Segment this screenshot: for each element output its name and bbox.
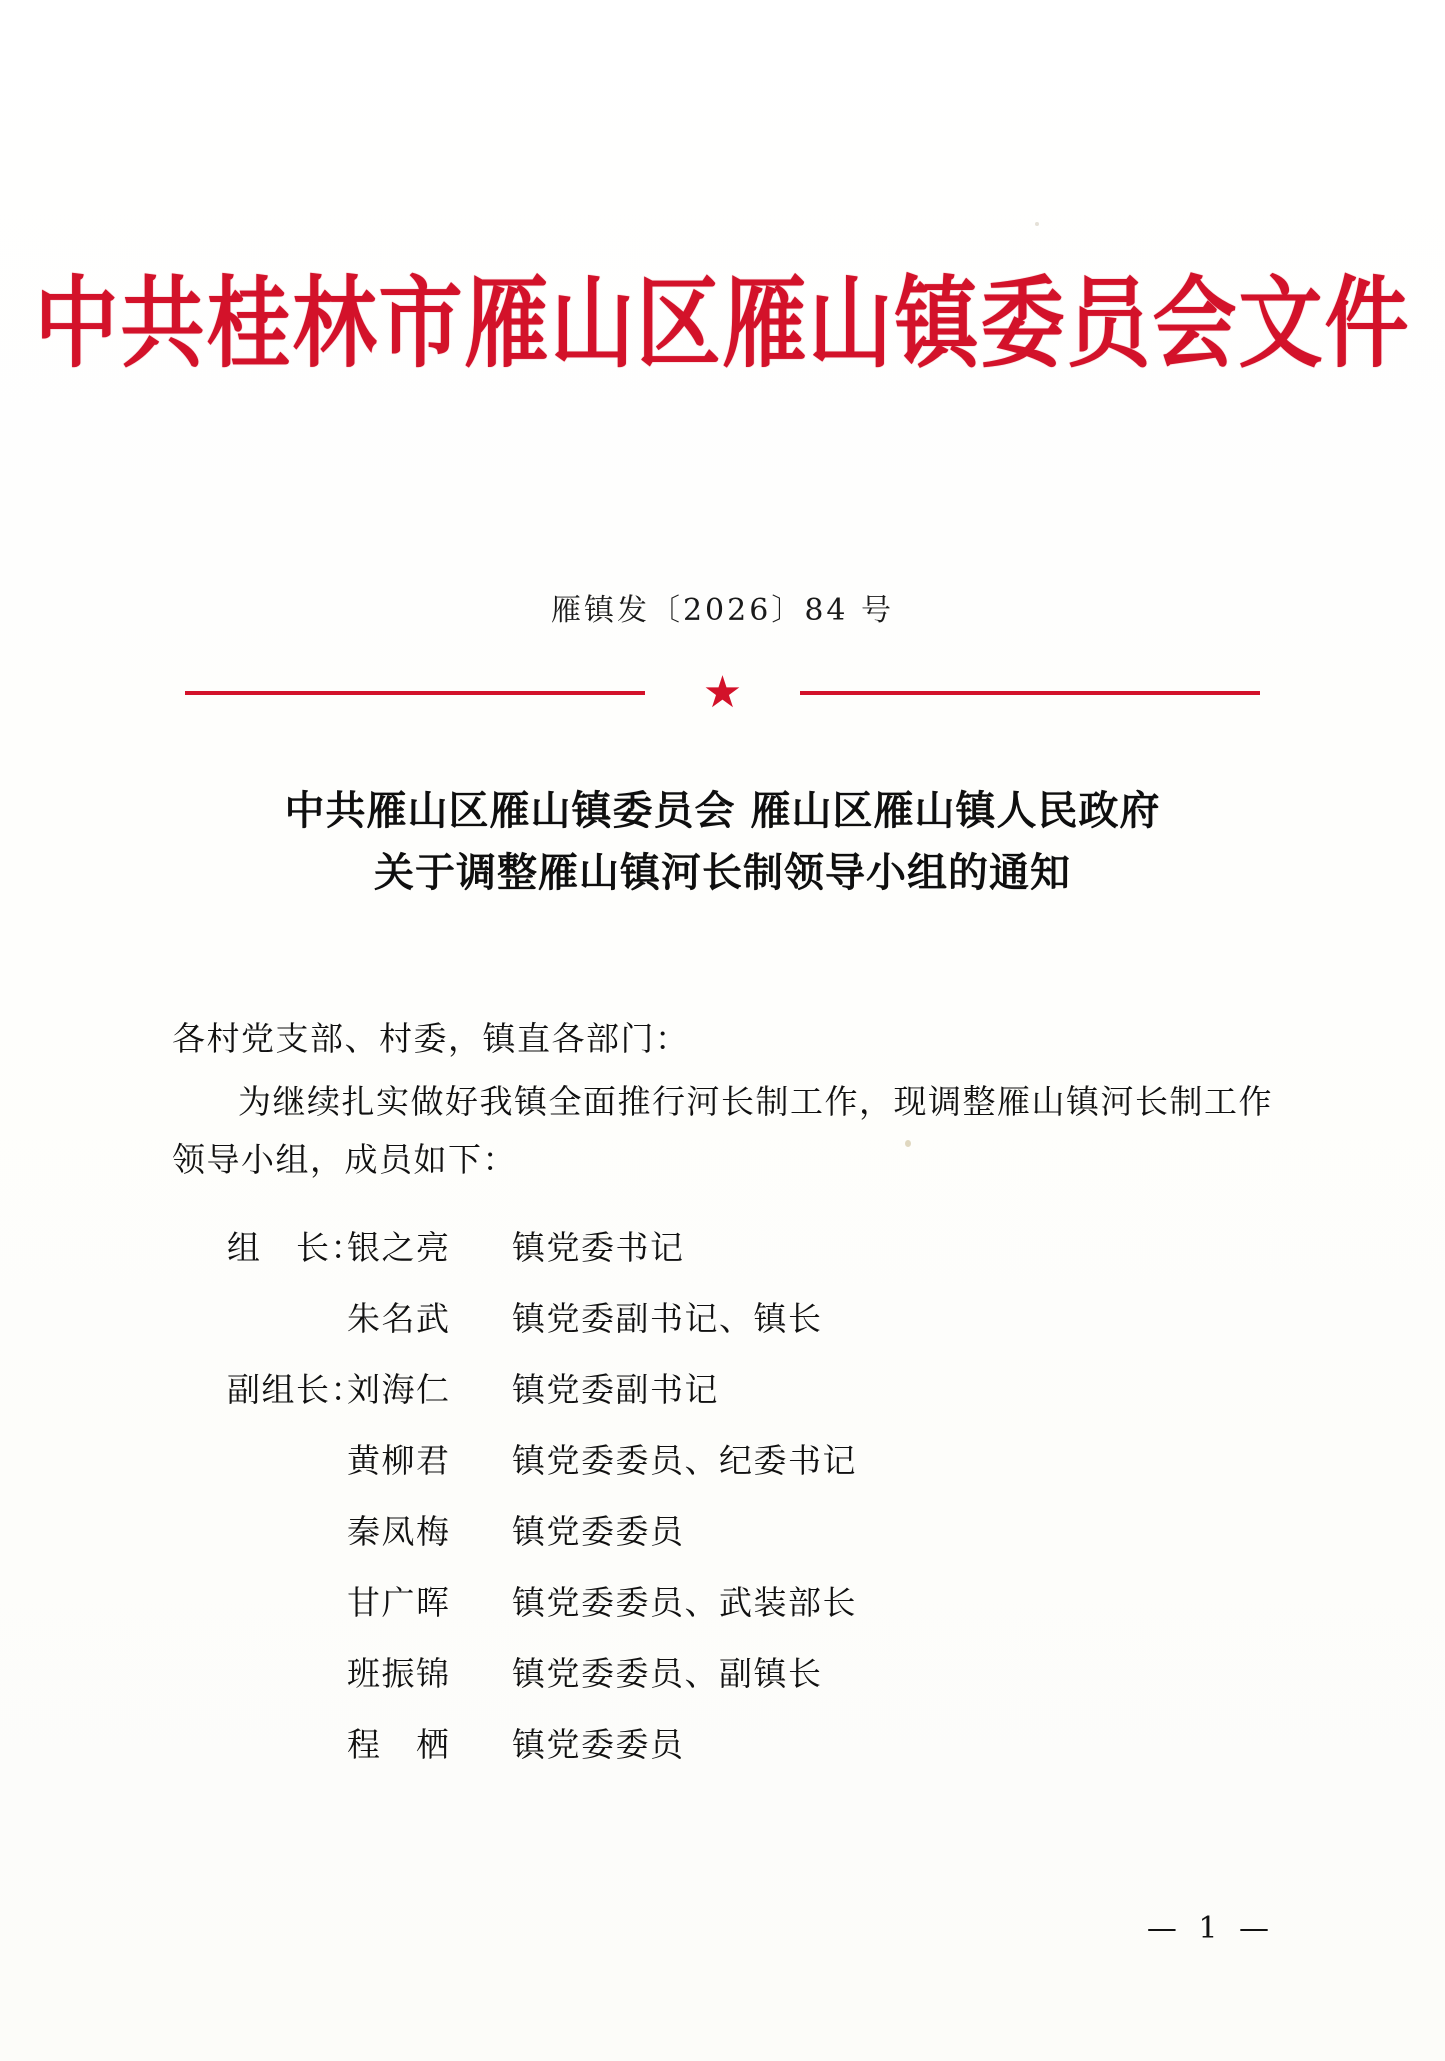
member-name: 程 栖 <box>347 1725 451 1764</box>
list-item <box>172 1435 1297 1506</box>
divider-line-left <box>185 691 645 695</box>
member-post: 镇党委委员 <box>512 1725 685 1764</box>
member-post: 镇党委委员、副镇长 <box>512 1654 823 1693</box>
member-name: 黄柳君 <box>347 1441 451 1480</box>
document-body <box>172 1010 1297 1190</box>
list-item <box>172 1648 1297 1719</box>
member-name: 银之亮 <box>347 1228 451 1267</box>
scan-speck <box>905 1140 911 1147</box>
document-title-line-2: 关于调整雁山镇河长制领导小组的通知 <box>374 849 1071 896</box>
member-name: 秦凤梅 <box>347 1512 451 1551</box>
divider-line-right <box>800 691 1260 695</box>
member-post: 镇党委委员、武装部长 <box>512 1583 857 1622</box>
list-item <box>172 1577 1297 1648</box>
member-post: 镇党委委员、纪委书记 <box>512 1441 857 1480</box>
member-name: 朱名武 <box>347 1299 451 1338</box>
document-title-line-1: 中共雁山区雁山镇委员会 雁山区雁山镇人民政府 <box>284 787 1161 834</box>
list-item <box>172 1222 1297 1293</box>
list-item <box>172 1719 1297 1790</box>
list-item <box>172 1506 1297 1577</box>
list-item <box>172 1364 1297 1435</box>
document-title <box>150 780 1295 904</box>
member-role: 副组长： <box>227 1370 365 1409</box>
member-post: 镇党委副书记、镇长 <box>512 1299 823 1338</box>
document-masthead: 中共桂林市雁山区雁山镇委员会文件 <box>34 264 1411 381</box>
scan-speck <box>1035 222 1039 226</box>
member-post: 镇党委委员 <box>512 1512 685 1551</box>
page-number: — 1 — <box>1146 1911 1275 1946</box>
red-star-icon: ★ <box>702 667 743 718</box>
member-post: 镇党委副书记 <box>512 1370 719 1409</box>
member-role: 组 长： <box>227 1228 365 1267</box>
red-divider-rule <box>185 667 1260 718</box>
document-number: 雁镇发〔2026〕84 号 <box>550 593 895 628</box>
member-name: 甘广晖 <box>347 1583 451 1622</box>
member-list <box>172 1222 1297 1790</box>
body-paragraph-1: 为继续扎实做好我镇全面推行河长制工作，现调整雁山镇河长制工作领导小组，成员如下： <box>172 1081 1273 1180</box>
member-name: 刘海仁 <box>347 1370 451 1409</box>
salutation-line: 各村党支部、村委，镇直各部门： <box>172 1019 690 1058</box>
list-item <box>172 1293 1297 1364</box>
member-name: 班振锦 <box>347 1654 451 1693</box>
member-post: 镇党委书记 <box>512 1228 685 1267</box>
